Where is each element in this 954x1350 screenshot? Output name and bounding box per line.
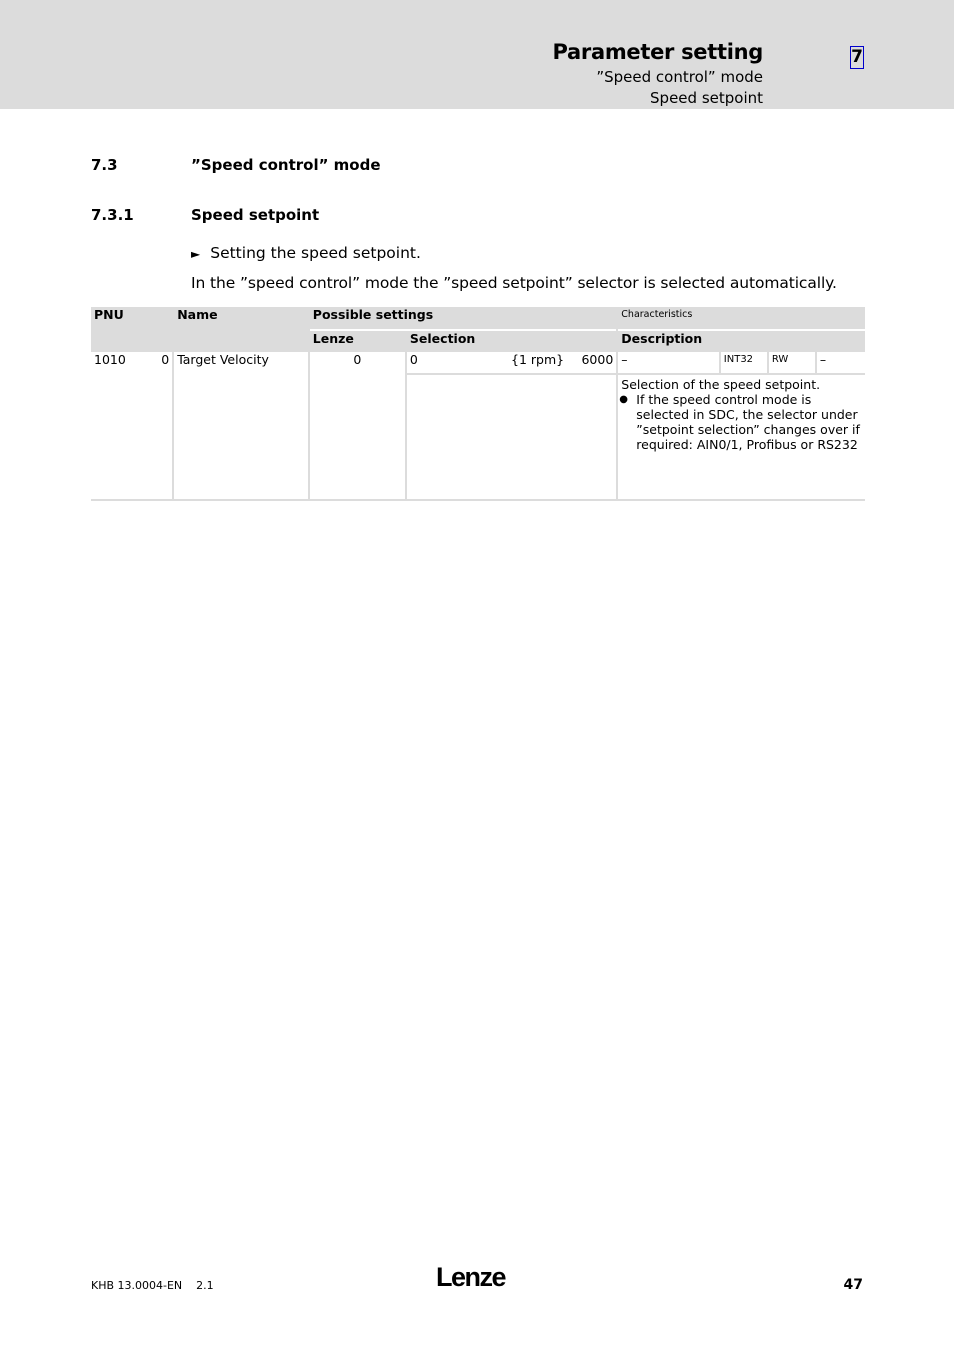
footer-doc-id: KHB 13.0004-EN 2.1 [91, 1279, 214, 1292]
header-possible-settings: Possible settings [309, 307, 618, 330]
chapter-title: Parameter setting [552, 40, 763, 64]
row-char-1: – [617, 352, 719, 374]
lenze-logo: Lenze [436, 1262, 506, 1292]
header-description: Description [617, 330, 865, 352]
row-subindex: 0 [161, 352, 170, 367]
section-title: ”Speed control” mode [191, 156, 381, 174]
row-pnu: 1010 [94, 352, 126, 367]
page-number: 47 [843, 1277, 863, 1293]
header-name: Name [173, 307, 309, 352]
row-pnu-cell [91, 352, 173, 500]
arrow-right-icon: ► [191, 247, 201, 261]
description-bullets [621, 392, 862, 452]
header-lenze: Lenze [309, 330, 406, 352]
row-char-type: INT32 [720, 352, 768, 374]
description-bullet: ● If the speed control mode is selected in SDC, the selector under ”setpoint selection” changes over if required: AIN0/1, Profibus or RS232 [636, 392, 862, 452]
header-band [0, 0, 954, 109]
row-char-access: RW [768, 352, 816, 374]
header-selection: Selection [406, 330, 617, 352]
header-pnu: PNU [91, 307, 173, 352]
intro-paragraph: In the ”speed control” mode the ”speed setpoint” selector is selected automatically. [191, 274, 837, 292]
chapter-subsubtitle: Speed setpoint [650, 89, 763, 107]
subsection-number: 7.3.1 [91, 206, 134, 224]
instruction-text: Setting the speed setpoint. [210, 244, 421, 262]
row-sel-max: 6000 [581, 352, 614, 367]
instruction [191, 244, 421, 262]
row-selection [406, 352, 617, 374]
section-number: 7.3 [91, 156, 118, 174]
parameter-table [91, 307, 865, 501]
row-sel-unit: {1 rpm} [511, 352, 565, 367]
chapter-subtitle: ”Speed control” mode [596, 68, 763, 86]
row-name: Target Velocity [173, 352, 309, 500]
row-description-text: Selection of the speed setpoint. [621, 377, 821, 392]
header-characteristics: Characteristics [617, 307, 865, 330]
row-description [617, 374, 865, 500]
row-sel-min: 0 [409, 352, 418, 367]
subsection-title: Speed setpoint [191, 206, 320, 224]
row-lenze: 0 [309, 352, 406, 500]
chapter-number-link[interactable]: 7 [851, 47, 863, 67]
row-selection-empty [406, 374, 617, 500]
row-char-4: – [816, 352, 865, 374]
